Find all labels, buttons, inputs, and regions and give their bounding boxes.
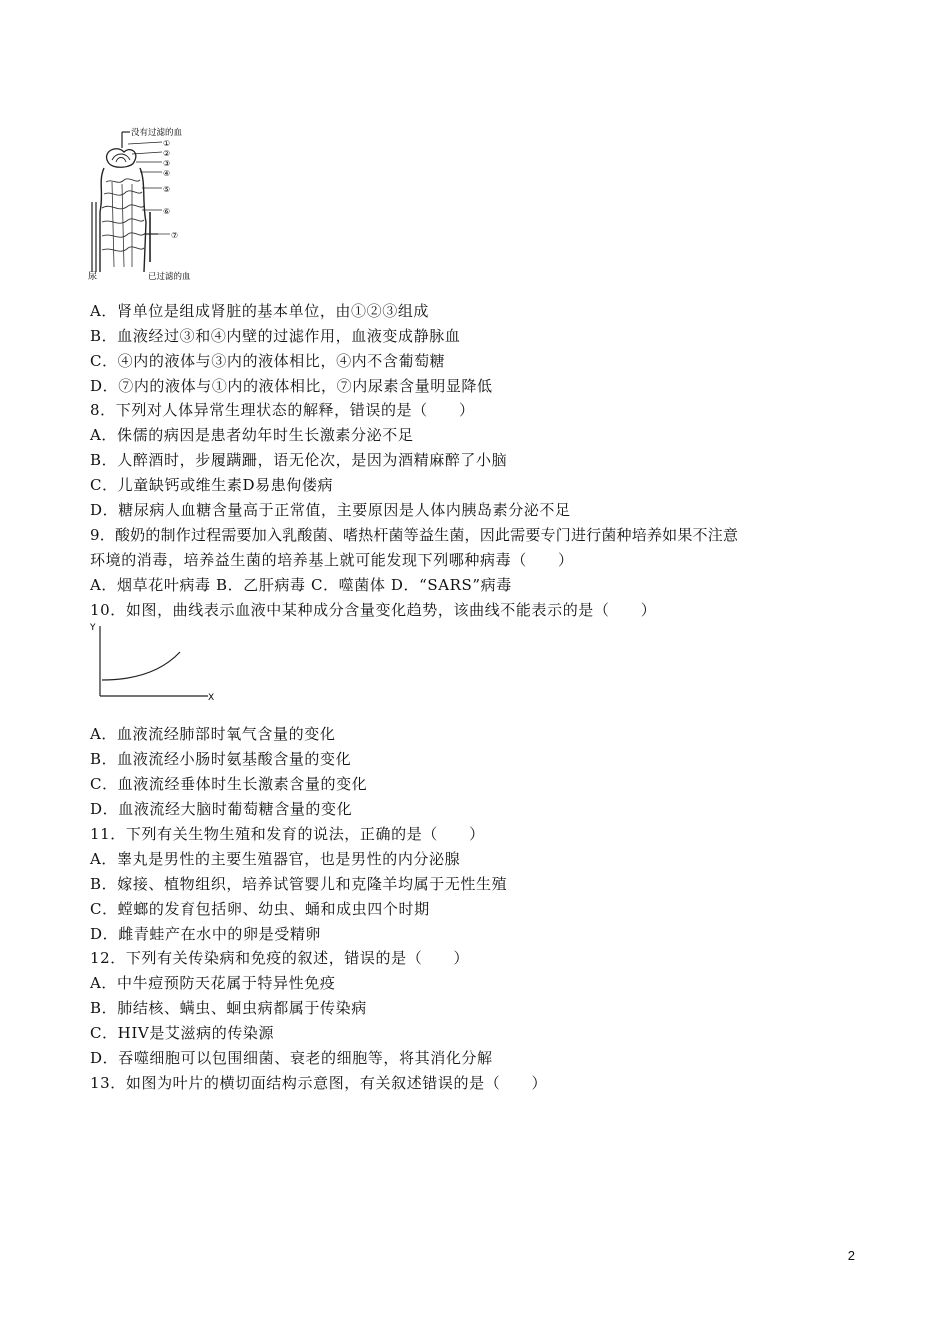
q12-option-d: D．吞噬细胞可以包围细菌、衰老的细胞等，将其消化分解 [90,1049,493,1067]
q10-trend-graph [88,620,218,702]
marker-7: ⑦ [171,231,179,240]
q9-stem-line1: 9．酸奶的制作过程需要加入乳酸菌、嗜热杆菌等益生菌，因此需要专门进行菌种培养如果不注意 [90,526,739,544]
q11-stem: 11．下列有关生物生殖和发育的说法，正确的是（ ） [90,825,485,843]
nephron-diagram [82,122,212,282]
q8-option-c: C．儿童缺钙或维生素D易患佝偻病 [90,476,334,494]
graph-x-label: X [208,693,215,702]
q11-option-a: A．睾丸是男性的主要生殖器官，也是男性的内分泌腺 [90,850,461,868]
label-filtered-blood: 已过滤的血 [148,272,191,282]
q12-option-b: B．肺结核、螨虫、蛔虫病都属于传染病 [90,999,367,1017]
marker-5: ⑤ [163,185,171,194]
marker-4: ④ [163,169,171,178]
marker-1: ① [163,139,171,148]
q7-option-a: A．肾单位是组成肾脏的基本单位，由①②③组成 [90,302,430,320]
page-number: 2 [847,1248,855,1263]
graph-y-label: Y [90,623,96,633]
marker-2: ② [163,149,171,158]
q8-option-b: B．人醉酒时，步履蹒跚，语无伦次，是因为酒精麻醉了小脑 [90,451,508,469]
q10-option-d: D．血液流经大脑时葡萄糖含量的变化 [90,800,353,818]
q8-option-a: A．侏儒的病因是患者幼年时生长激素分泌不足 [90,426,414,444]
q11-option-d: D．雌青蛙产在水中的卵是受精卵 [90,925,322,943]
q12-option-c: C．HIV是艾滋病的传染源 [90,1024,275,1042]
q9-options: A．烟草花叶病毒 B．乙肝病毒 C．噬菌体 D．“SARS”病毒 [90,576,512,594]
marker-6: ⑥ [163,207,171,216]
q12-option-a: A．中牛痘预防天花属于特异性免疫 [90,974,336,992]
q9-stem-line2: 环境的消毒，培养益生菌的培养基上就可能发现下列哪种病毒（ ） [90,551,574,569]
label-urine: 尿 [88,272,98,282]
q11-option-b: B．嫁接、植物组织，培养试管婴儿和克隆羊均属于无性生殖 [90,875,508,893]
q13-stem: 13．如图为叶片的横切面结构示意图，有关叙述错误的是（ ） [90,1074,548,1092]
q10-option-c: C．血液流经垂体时生长激素含量的变化 [90,775,368,793]
q8-option-d: D．糖尿病人血糖含量高于正常值，主要原因是人体内胰岛素分泌不足 [90,501,571,519]
label-unfiltered-blood: 没有过滤的血 [131,128,183,138]
q10-option-b: B．血液流经小肠时氨基酸含量的变化 [90,750,352,768]
q12-stem: 12．下列有关传染病和免疫的叙述，错误的是（ ） [90,949,470,967]
q10-stem: 10．如图，曲线表示血液中某种成分含量变化趋势，该曲线不能表示的是（ ） [90,601,657,619]
q7-option-d: D．⑦内的液体与①内的液体相比，⑦内尿素含量明显降低 [90,377,493,395]
q10-option-a: A．血液流经肺部时氧气含量的变化 [90,725,336,743]
q11-option-c: C．螳螂的发育包括卵、幼虫、蛹和成虫四个时期 [90,900,430,918]
q7-option-c: C．④内的液体与③内的液体相比，④内不含葡萄糖 [90,352,446,370]
q8-stem: 8．下列对人体异常生理状态的解释，错误的是（ ） [90,401,475,419]
q7-option-b: B．血液经过③和④内壁的过滤作用，血液变成静脉血 [90,327,461,345]
marker-3: ③ [163,159,171,168]
